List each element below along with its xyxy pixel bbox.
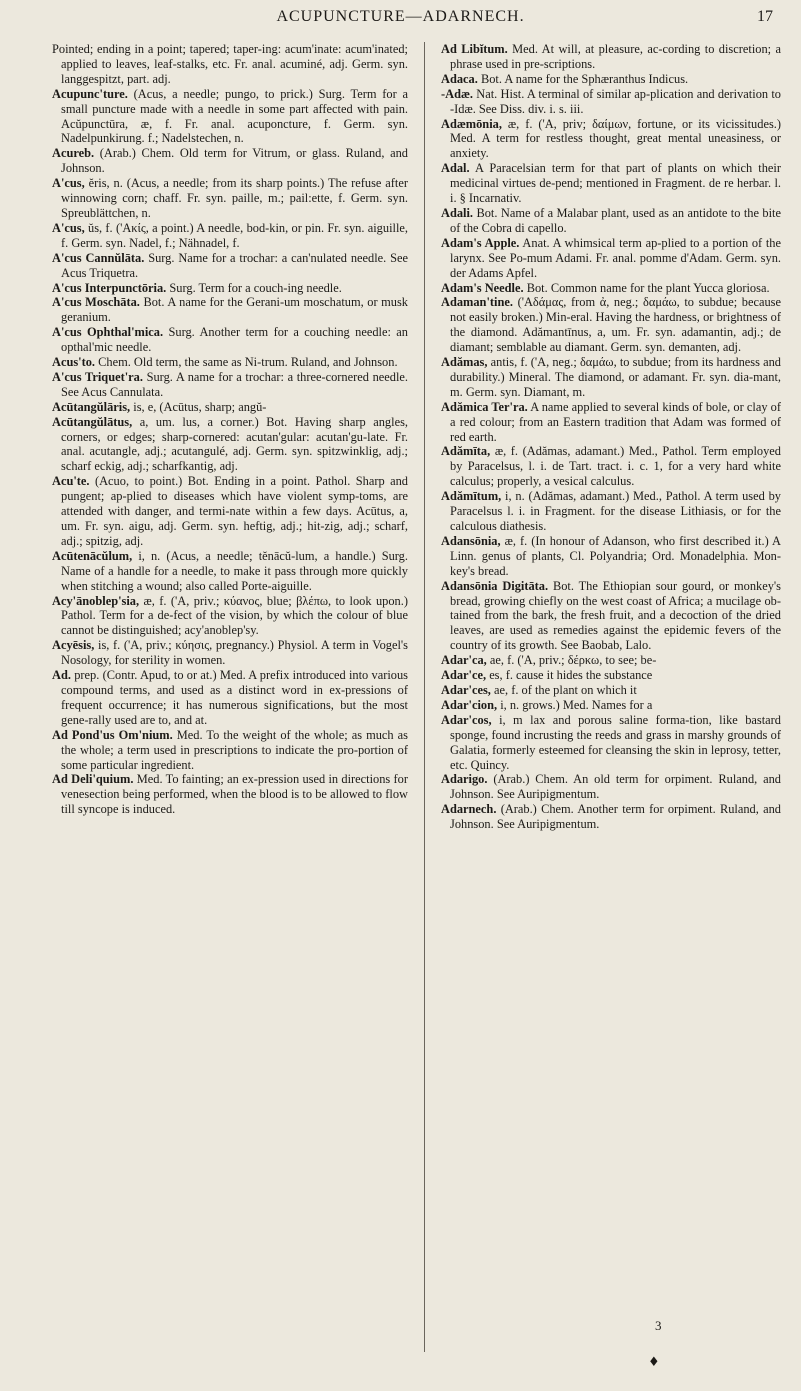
entry-text: ŭs, f. ('Ακίς, a point.) A needle, bod-kin, or pin. Fr. syn. aiguille, f. Germ. syn. Nadel, f.; Nähnadel, f. [61, 220, 408, 250]
entry-headword: Acupunc'ture. [52, 86, 128, 101]
entry-text: Surg. A name for a trochar: a three-cornered needle. See Acus Cannulata. [61, 369, 408, 399]
column-divider [424, 42, 425, 1352]
entry-headword: Adămica Ter'ra. [441, 399, 528, 414]
entry-text: is, e, (Acūtus, sharp; angŭ- [133, 399, 267, 414]
dictionary-entry [52, 251, 408, 281]
right-column [441, 42, 781, 832]
entry-text: Bot. A name for the Sphæranthus Indicus. [480, 71, 689, 86]
entry-text: æ, f. (Adămas, adamant.) Med., Pathol. Term employed by Paracelsus, l. i. de Tart. tract. i. c. 1, for a very hard white calculus; properly, a vesical calculus. [450, 444, 781, 489]
entry-headword: Acyēsis, [52, 638, 95, 653]
dictionary-entry [52, 281, 408, 296]
entry-text: A name applied to several kinds of bole, or clay of a red colour; from an Eastern tradition that Adam was formed of red earth. [450, 399, 782, 444]
entry-text: i, m lax and porous saline forma-tion, like bastard sponge, found incrusting the reeds and grass in marshy grounds of Galatia, formerly esteemed for cleansing the skin in leprosy, tetter, etc. Quincy. [450, 712, 781, 772]
entry-headword: Adansōnia Digitāta. [441, 578, 549, 593]
entry-text: ĕris, n. (Acus, a needle; from its sharp points.) The refuse after winnowing corn; chaff. Fr. syn. paille, m.; pail:ette, f. Germ. syn. Spreublättchen, n. [61, 176, 409, 220]
dictionary-entry [52, 415, 408, 475]
entry-headword: A'cus Cannŭlāta. [52, 250, 145, 265]
dictionary-entry [441, 534, 781, 579]
entry-headword: Acureb. [52, 146, 95, 161]
dictionary-entry [52, 474, 408, 549]
entry-text: (Arab.) Chem. Old term for Vitrum, or glass. Ruland, and Johnson. [61, 146, 408, 176]
entry-headword: Adæmōnia, [441, 116, 502, 131]
entry-text: æ, f. (In honour of Adanson, who first described it.) A Linn. genus of plants, Cl. Polyandria; Ord. Monadelphia. Mon-key's bread. [450, 533, 781, 578]
entry-text: Surg. Term for a couch-ing needle. [169, 280, 342, 295]
dictionary-entry [441, 772, 781, 802]
dictionary-entry [441, 117, 781, 162]
entry-headword: Adam's Needle. [441, 280, 524, 295]
entry-text: i, n. (Adămas, adamant.) Med., Pathol. A term used by Paracelsus l. i. in Fragment. for the disease Lithiasis, or for the calculous diathesis. [450, 489, 781, 533]
dictionary-entry [52, 549, 408, 594]
dictionary-entry [52, 370, 408, 400]
entry-headword: Adămīta, [441, 444, 491, 459]
entry-text: is, f. ('A, priv.; κύησις, pregnancy.) Physiol. A term in Vogel's Nosology, for sterility in women. [61, 638, 408, 668]
entry-text: ae, f. ('A, priv.; δέρκω, to see; be- [489, 653, 657, 668]
dictionary-entry [441, 579, 781, 654]
dictionary-entry [52, 772, 408, 817]
entry-text: Bot. Common name for the plant Yucca gloriosa. [526, 280, 770, 295]
entry-text: Chem. Old term, the same as Ni-trum. Ruland, and Johnson. [98, 355, 398, 370]
entry-text: a, um. lus, a corner.) Bot. Having sharp angles, corners, or edges; sharp-cornered: acutan'gular: acutan'gu-late. Fr. anal. acutangle, adj.; acutangulé, adj. Germ. syn. spitzwinklig, adj.; scharf eckig, adj.; scharfkantig, adj. [61, 414, 408, 474]
entry-headword: Ad Pond'us Om'nium. [52, 727, 173, 742]
entry-headword: -Adæ. [441, 86, 474, 101]
dictionary-entry [52, 325, 408, 355]
dictionary-entry [52, 728, 408, 773]
entry-headword: Adămītum, [441, 489, 502, 504]
dictionary-entry [52, 594, 408, 639]
entry-text: i, n. (Acus, a needle; tĕnācŭ-lum, a handle.) Surg. Name of a handle for a needle, to make it pass through more quickly when stitching a wound; also called Porte-aiguille. [61, 548, 408, 593]
entry-text: Bot. Name of a Malabar plant, used as an antidote to the bite of the Cobra di capello. [450, 205, 781, 235]
entry-text: Pointed; ending in a point; tapered; taper-ing: acum'inate: acum'inated; applied to leaves, leaf-stalks, etc. Fr. anal. acuminé, adj. Germ. syn. langgespitzt, part. adj. [52, 42, 408, 86]
entry-headword: Adansōnia, [441, 533, 501, 548]
entry-headword: Acus'to. [52, 355, 96, 370]
entry-headword: Adar'ces, [441, 682, 491, 697]
dictionary-entry [441, 295, 781, 355]
dictionary-entry [52, 176, 408, 221]
left-column [52, 42, 408, 817]
dictionary-entry [52, 400, 408, 415]
entry-headword: Adămas, [441, 355, 488, 370]
entry-text: Med. To the weight of the whole; as much as the whole; a term used in prescriptions to indicate the pro-portion of some particular ingredient. [61, 727, 408, 772]
dictionary-entry [441, 236, 781, 281]
entry-headword: A'cus Interpunctōria. [52, 280, 167, 295]
entry-headword: Adal. [441, 161, 470, 176]
entry-headword: Adaman'tine. [441, 295, 513, 310]
entry-headword: Adar'cion, [441, 697, 498, 712]
dictionary-entry [441, 444, 781, 489]
entry-headword: A'cus Triquet'ra. [52, 369, 143, 384]
dictionary-entry [441, 281, 781, 296]
dictionary-entry [52, 146, 408, 176]
entry-text: Anat. A whimsical term ap-plied to a portion of the larynx. See Po-mum Adami. Fr. anal. pomme d'Adam. Germ. syn. der Adams Apfel. [450, 235, 782, 280]
entry-headword: Adam's Apple. [441, 235, 520, 250]
dictionary-entry [441, 668, 781, 683]
entry-text: (Acuo, to point.) Bot. Ending in a point. Pathol. Sharp and pungent; ap-plied to diseases which have violent symp-toms, are attended with danger, and termi-nate within a few days. Acūtus, a, um. Fr. syn. aigu, adj. Germ. syn. heftig, adj.; hit-zig, adj.; scharf, adj.; spitzig, adj. [61, 474, 408, 548]
dictionary-entry [441, 698, 781, 713]
dictionary-entry [441, 206, 781, 236]
entry-text: Med. At will, at pleasure, ac-cording to discretion; a phrase used in pre-scriptions. [450, 42, 781, 71]
entry-text: es, f. cause it hides the substance [489, 668, 653, 683]
dictionary-entry [441, 355, 781, 400]
dictionary-entry [441, 87, 781, 117]
entry-headword: Adar'cos, [441, 712, 492, 727]
entry-headword: Ad. [52, 668, 71, 683]
dictionary-entry [441, 713, 781, 773]
entry-headword: Adar'ca, [441, 653, 487, 668]
entry-text: antis, f. ('A, neg.; δαμάω, to subdue; from its hardness and durability.) Mineral. The diamond, or adamant. Fr. syn. dia-mant, m. Germ. syn. Diamant, m. [450, 355, 781, 399]
entry-text: Med. To fainting; an ex-pression used in directions for venesection being performed, when the blood is to be allowed to flow till syncope is induced. [61, 772, 408, 817]
dictionary-entry [441, 802, 781, 832]
entry-headword: A'cus, [52, 176, 85, 191]
entry-text: i, n. grows.) Med. Names for a [500, 697, 653, 712]
entry-headword: Adarnech. [441, 802, 497, 817]
entry-text: (Acus, a needle; pungo, to prick.) Surg. Term for a small puncture made with a needle in some part affected with pain. Acŭpunctūra, æ, f. Fr. anal. acuponcture, f. Germ. syn. Nadelpunkirung. f.; Nadelstechen, n. [61, 86, 408, 146]
entry-text: Surg. Name for a trochar: a can'nulated needle. See Acus Triquetra. [61, 250, 409, 280]
entry-headword: A'cus Ophthal'mica. [52, 325, 164, 340]
entry-text: Surg. Another term for a couching needle: an opthal'mic needle. [61, 325, 408, 355]
entry-text: (Arab.) Chem. An old term for orpiment. Ruland, and Johnson. See Auripigmentum. [450, 772, 781, 802]
entry-headword: A'cus, [52, 220, 85, 235]
entry-headword: A'cus Moschāta. [52, 295, 140, 310]
entry-text: æ, f. ('A, priv; δαίμων, fortune, or its vicissitudes.) Med. A term for restless thought, great mental uneasiness, or anxiety. [450, 116, 781, 161]
entry-text: Bot. The Ethiopian sour gourd, or monkey's bread, growing chiefly on the west coast of Africa; a mucilage ob-tained from the bark, the fresh fruit, and a decoction of the dried leaves, are used as remedies against the epidemic fevers of the country of its growth. See Baobab, Lalo. [450, 578, 781, 653]
entry-headword: Ad Libĭtum. [441, 42, 508, 56]
dictionary-entry [52, 221, 408, 251]
entry-headword: Acūtangŭlāris, [52, 399, 131, 414]
signature-mark: 3 [655, 1318, 662, 1333]
dictionary-entry [441, 72, 781, 87]
entry-headword: Acu'te. [52, 474, 90, 489]
entry-text: (Arab.) Chem. Another term for orpiment. Ruland, and Johnson. See Auripigmentum. [450, 802, 781, 832]
entry-headword: Adali. [441, 205, 474, 220]
entry-text: æ, f. ('A, priv.; κύανος, blue; βλέπω, to look upon.) Pathol. Term for a de-fect of the vision, by which the colour of blue cannot be distinguished; acy'anoblep'sy. [61, 593, 408, 638]
dictionary-entry [52, 638, 408, 668]
entry-headword: Adaca. [441, 71, 478, 86]
entry-headword: Acy'ānoblep'sia, [52, 593, 140, 608]
dictionary-entry [441, 653, 781, 668]
entry-headword: Adarigo. [441, 772, 488, 787]
page-header [0, 6, 801, 36]
dictionary-entry [441, 400, 781, 445]
dictionary-entry [441, 683, 781, 698]
dictionary-entry [52, 355, 408, 370]
printer-mark: ♦ [648, 1355, 660, 1370]
entry-text: Bot. A name for the Gerani-um moschatum, or musk geranium. [61, 295, 408, 325]
entry-text: ae, f. of the plant on which it [494, 682, 637, 697]
entry-text: prep. (Contr. Apud, to or at.) Med. A prefix introduced into various compound terms, and used as a distinct word in ex-pressions of frequent occurrence; it has numerous significations, but the most gene-rally used are to, and at. [61, 668, 408, 727]
entry-text: A Paracelsian term for that part of plants on which their medicinal virtues de-pend; mentioned in Fragment. de re herbar. l. i. § Incarnativ. [450, 161, 781, 206]
entry-headword: Adar'ce, [441, 668, 487, 683]
dictionary-entry [441, 161, 781, 206]
entry-headword: Acūtangŭlātus, [52, 414, 133, 429]
entry-text: ('Αδάμας, from ἀ, neg.; δαμάω, to subdue; because not easily broken.) Min-eral. Having the hardness, or brightness of the diamond. Adămantīnus, a, um. Fr. syn. adamantin, adj.; de diamant; semblable au diamant. Germ. syn. demanten, adj. [450, 295, 781, 355]
entry-text: Nat. Hist. A terminal of similar ap-plication and derivation to -Idæ. See Diss. div. i. s. iii. [450, 86, 781, 116]
dictionary-entry [441, 489, 781, 534]
page-number: 17 [757, 8, 773, 25]
dictionary-entry [52, 87, 408, 147]
entry-headword: Acūtenācŭlum, [52, 548, 133, 563]
dictionary-entry [52, 668, 408, 728]
dictionary-entry [441, 42, 781, 72]
running-head: ACUPUNCTURE—ADARNECH. [276, 8, 525, 25]
entry-headword: Ad Deli'quium. [52, 772, 134, 787]
dictionary-entry [52, 42, 408, 87]
dictionary-entry [52, 295, 408, 325]
